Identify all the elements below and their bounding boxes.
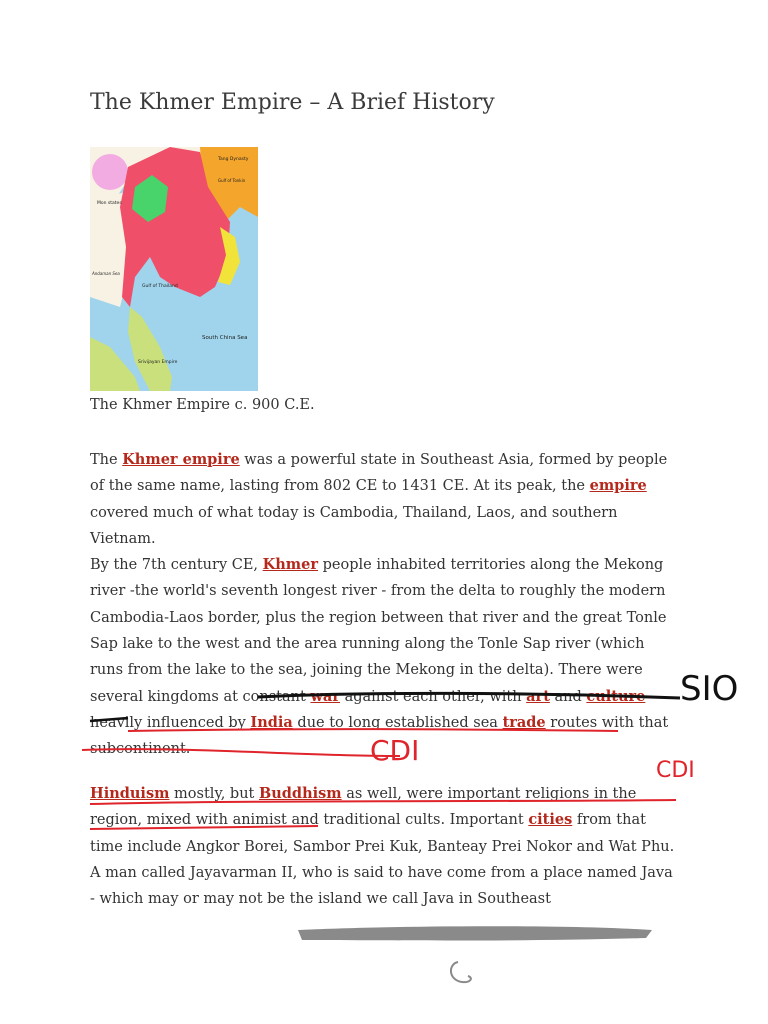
- link-khmer[interactable]: Khmer: [262, 556, 319, 574]
- text: and: [549, 688, 587, 705]
- map-label-thailand: Gulf of Thailand: [142, 284, 178, 289]
- link-cities[interactable]: cities: [528, 811, 573, 829]
- text: as well, were important religions in the region, mixed with animist and traditional cults. Important: [90, 786, 637, 829]
- text: people inhabited territories along the Mekong river -the world's seventh longest river - from the delta to roughly the modern Cambodia-Laos border, plus the region between that river and the great Tonle Sap lake to the west and the area running along the Tonle Sap river (which runs from the lake to the sea, joining the Mekong in the delta). There were several kingdoms at constant: [90, 557, 667, 705]
- annotation-sio: SIO: [680, 669, 739, 709]
- text: was a powerful state in Southeast Asia, formed by people of the same name, lasting from 802 CE to 1431 CE. At its peak, the: [90, 452, 668, 495]
- page-title: The Khmer Empire – A Brief History: [90, 90, 495, 115]
- link-india[interactable]: India: [250, 713, 293, 731]
- text: heavily influenced by: [90, 714, 251, 731]
- text: due to long established sea: [292, 714, 503, 731]
- link-empire[interactable]: empire: [589, 477, 647, 495]
- khmer-empire-map: [90, 147, 258, 391]
- map-label-tang: Tang Dynasty: [218, 157, 249, 162]
- map-region-nanzhao: [92, 154, 128, 190]
- link-hinduism[interactable]: Hinduism: [90, 785, 170, 802]
- text: against each other, with: [339, 688, 527, 705]
- brush-stroke-gray: [298, 926, 652, 940]
- link-buddhism[interactable]: Buddhism: [259, 785, 342, 802]
- text: The: [90, 452, 123, 468]
- map-caption: The Khmer Empire c. 900 C.E.: [90, 397, 315, 413]
- map-label-andaman: Andaman Sea: [92, 271, 120, 276]
- text: By the 7th century CE,: [90, 557, 263, 574]
- paragraph-2: [90, 781, 680, 912]
- text: from that time include Angkor Borei, Sambor Prei Kuk, Banteay Prei Nokor and Wat Phu. A man called Jayavarman II, who is said to have come from a place named Java - which may or may not be the island we call Java in Southeast: [90, 812, 675, 908]
- text: routes with that subcontinent.: [90, 714, 669, 758]
- annotation-cdi-margin: CDI: [656, 758, 695, 783]
- paragraph-1: [90, 447, 680, 763]
- map-label-china-sea: South China Sea: [202, 335, 248, 341]
- map-label-tonkin: Gulf of Tonkin: [218, 178, 246, 183]
- link-war[interactable]: war: [310, 687, 340, 705]
- text: mostly, but: [169, 786, 259, 802]
- map-label-mon: Mon states: [97, 201, 122, 206]
- map-label-srivijaya: Srivijayan Empire: [138, 360, 178, 365]
- link-khmer-empire[interactable]: Khmer empire: [122, 451, 240, 468]
- text: covered much of what today is Cambodia, Thailand, Laos, and southern Vietnam.: [90, 504, 618, 547]
- link-trade[interactable]: trade: [502, 713, 546, 731]
- link-culture[interactable]: culture: [586, 687, 646, 705]
- annotation-cdi-inline: CDI: [370, 734, 420, 767]
- link-art[interactable]: art: [526, 687, 550, 705]
- squiggle-gray: [451, 962, 471, 982]
